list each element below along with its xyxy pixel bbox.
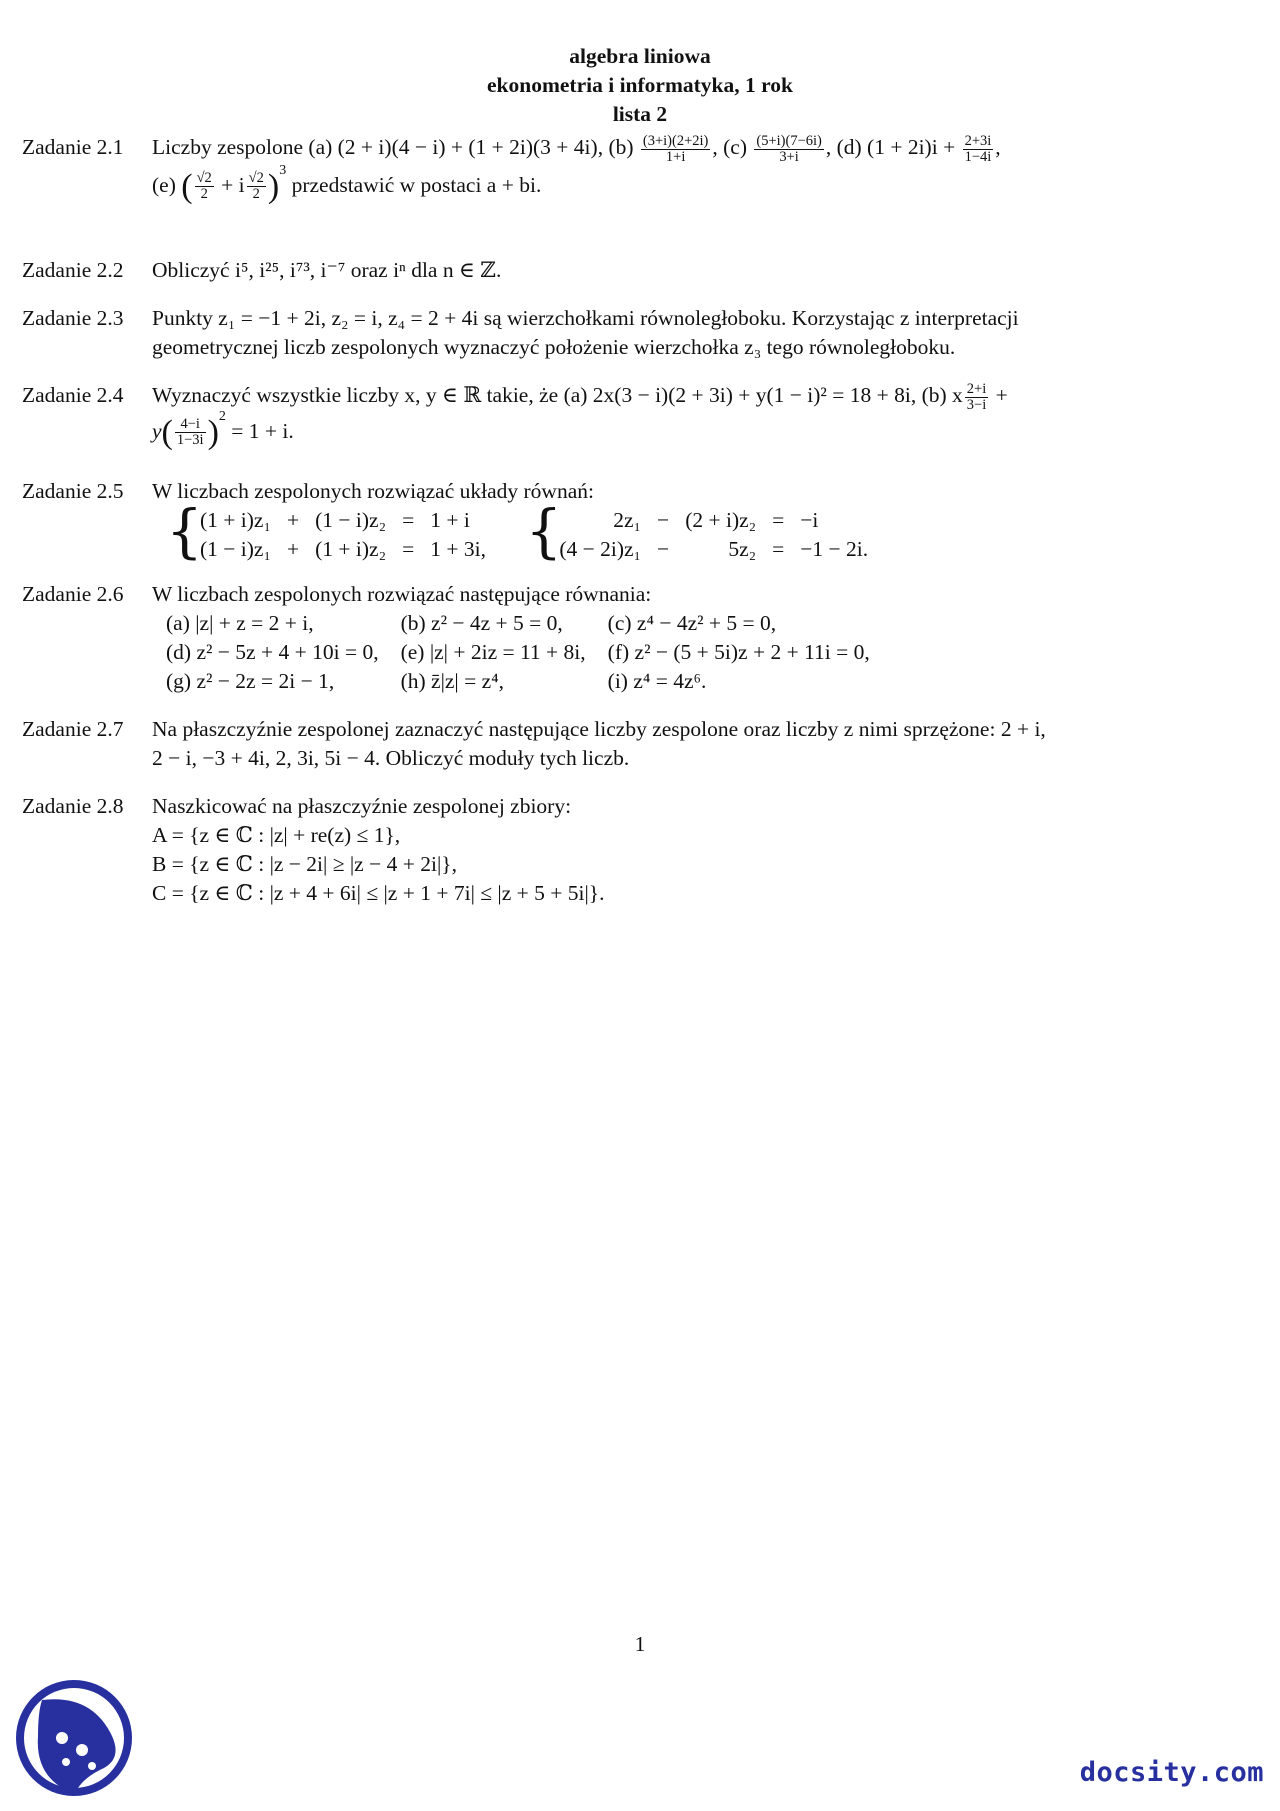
task-text: Wyznaczyć wszystkie liczby x, y ∈ ℝ takie, że (a) 2x(3 − i)(2 + 3i) + y(1 − i)² = 18 + 8i, (b) x <box>152 383 963 407</box>
task-label: Zadanie 2.2 <box>22 258 124 282</box>
task-2-5 <box>22 477 1202 564</box>
task-label: Zadanie 2.4 <box>22 383 124 407</box>
equation-row: (d) z² − 5z + 4 + 10i = 0, (e) |z| + 2iz = 11 + 8i, (f) z² − (5 + 5i)z + 2 + 11i = 0, <box>166 640 870 664</box>
equation-row: (g) z² − 2z = 2i − 1, (h) z̄|z| = z⁴, (i) z⁴ = 4z⁶. <box>166 669 707 693</box>
task-label: Zadanie 2.6 <box>22 582 124 606</box>
fraction-c: $\frac{(5+i)(7-6i)}{3+i}$ <box>756 132 822 165</box>
exponent: 2 <box>218 408 226 424</box>
task-label: Zadanie 2.8 <box>22 794 124 818</box>
task-2-2 <box>22 256 1202 285</box>
equation-systems <box>166 497 1202 565</box>
task-line: (e) ( $\frac{√2}{2}$ + i $\frac{√2}{2}$ )$^3$ przedstawić w postaci a + bi. <box>152 162 542 205</box>
docsity-brand: docsity.com <box>1079 1757 1264 1788</box>
task-text: W liczbach zespolonych rozwiązać układy równań: <box>152 479 594 503</box>
task-label: Zadanie 2.3 <box>22 306 124 330</box>
task-2-7 <box>22 715 1202 773</box>
task-text: Liczby zespolone (a) (2 + i)(4 − i) + (1 + 2i)(3 + 4i), (b) <box>152 135 634 159</box>
fraction-b: $\frac{2+i}{3-i}$ <box>966 380 987 413</box>
task-text: Na płaszczyźnie zespolonej zaznaczyć następujące liczby zespolone oraz liczby z nimi sprzężone: 2 + i, <box>152 717 1046 741</box>
document-header <box>0 42 1280 129</box>
equation-row: (a) |z| + z = 2 + i, (b) z² − 4z + 5 = 0, (c) z⁴ − 4z² + 5 = 0, <box>166 611 777 635</box>
task-line <box>152 381 1202 413</box>
task-text: Punkty z₁ = −1 + 2i, z₂ = i, z₄ = 2 + 4i są wierzchołkami równoległoboku. Korzystając z interpretacji <box>152 306 1019 330</box>
task-label: Zadanie 2.7 <box>22 717 124 741</box>
equation-row: 2z₁ − (2 + i)z₂ = −i <box>613 508 819 532</box>
page-number: 1 <box>634 1632 646 1656</box>
set-b: B = {z ∈ ℂ : |z − 2i| ≥ |z − 4 + 2i|}, <box>152 852 457 876</box>
task-text: , (c) <box>712 135 747 159</box>
task-line <box>152 133 1202 165</box>
task-2-6 <box>22 580 1202 696</box>
task-2-4 <box>22 380 1202 451</box>
fraction-d: $\frac{2+3i}{1-4i}$ <box>964 132 992 165</box>
docsity-logo-icon <box>12 1676 136 1800</box>
fraction-b: $\frac{(3+i)(2+2i)}{1+i}$ <box>642 132 709 165</box>
equation-row: (1 − i)z₁ + (1 + i)z₂ = 1 + 3i, <box>200 537 486 561</box>
task-2-3 <box>22 304 1202 362</box>
course-title: algebra liniowa <box>569 44 711 68</box>
task-label: Zadanie 2.5 <box>22 479 124 503</box>
task-text: , <box>995 135 1001 159</box>
course-subtitle: ekonometria i informatyka, 1 rok <box>487 73 793 97</box>
equation-row: (1 + i)z₁ + (1 − i)z₂ = 1 + i <box>200 508 470 532</box>
task-text: + i <box>221 172 245 197</box>
equation-system-2: { 2z₁ − (2 + i)z₂ = −i (4 − 2i)z₁ − 5z₂ = −1 − 2i. <box>525 506 876 564</box>
fraction-e2: $\frac{√2}{2}$ <box>248 170 264 203</box>
equation-row: (4 − 2i)z₁ − 5z₂ = −1 − 2i. <box>559 537 869 561</box>
task-2-1 <box>22 132 1202 205</box>
task-line: y( $\frac{4-i}{1-3i}$ )$^2$ = 1 + i. <box>152 408 294 451</box>
task-text: = 1 + i. <box>231 418 294 443</box>
task-text: Obliczyć i⁵, i²⁵, i⁷³, i⁻⁷ oraz iⁿ dla n ∈ ℤ. <box>152 258 502 282</box>
task-2-8 <box>22 792 1202 908</box>
exponent: 3 <box>279 162 287 178</box>
task-text: przedstawić w postaci a + bi. <box>291 172 542 197</box>
task-text: + <box>995 383 1008 407</box>
fraction-e1: $\frac{√2}{2}$ <box>196 170 212 203</box>
task-text: geometrycznej liczb zespolonych wyznaczyć położenie wierzchołka z₃ tego równoległoboku. <box>152 335 956 359</box>
equation-grid <box>166 609 892 696</box>
task-text: 2 − i, −3 + 4i, 2, 3i, 5i − 4. Obliczyć moduły tych liczb. <box>152 746 630 770</box>
list-title: lista 2 <box>612 102 668 126</box>
set-a: A = {z ∈ ℂ : |z| + re(z) ≤ 1}, <box>152 823 401 847</box>
equation-system-1: { (1 + i)z₁ + (1 − i)z₂ = 1 + i (1 − i)z₁ + (1 + i)z₂ = 1 + 3i, <box>166 506 494 564</box>
task-label: Zadanie 2.1 <box>22 135 124 159</box>
set-c: C = {z ∈ ℂ : |z + 4 + 6i| ≤ |z + 1 + 7i| ≤ |z + 5 + 5i|}. <box>152 881 605 905</box>
task-text: W liczbach zespolonych rozwiązać następujące równania: <box>152 582 652 606</box>
task-text: (e) <box>152 172 176 197</box>
task-text: Naszkicować na płaszczyźnie zespolonej zbiory: <box>152 794 572 818</box>
task-text: , (d) (1 + 2i)i + <box>825 135 956 159</box>
task-text: y <box>152 418 162 443</box>
fraction-y: $\frac{4-i}{1-3i}$ <box>176 416 204 449</box>
